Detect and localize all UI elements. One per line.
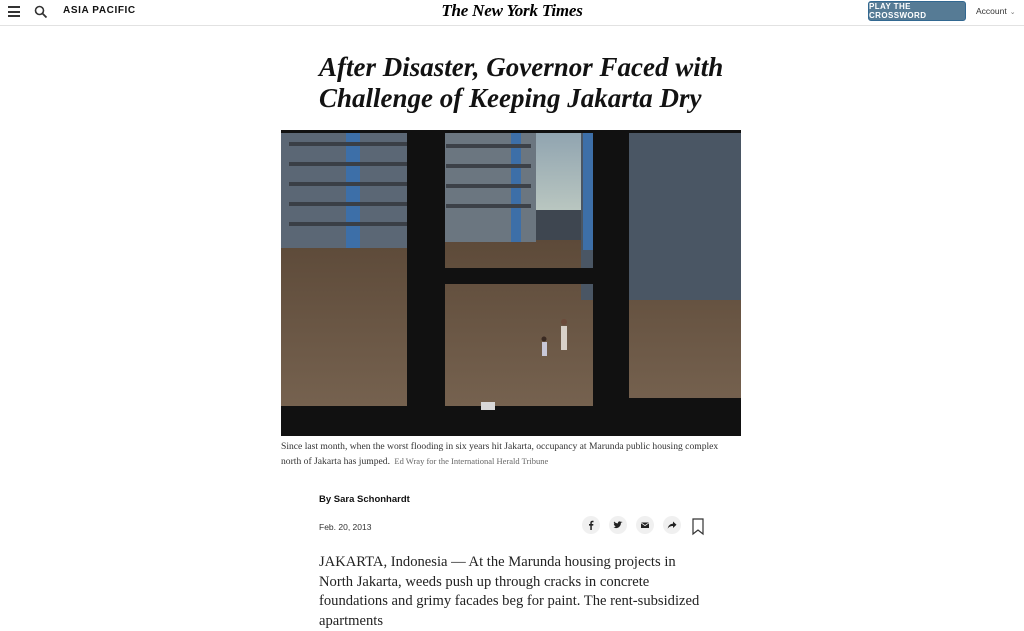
article-photo[interactable]	[281, 130, 741, 436]
twitter-share-button[interactable]	[609, 516, 627, 534]
photo-credit: Ed Wray for the International Herald Tribune	[394, 456, 549, 466]
photo-caption	[281, 440, 721, 469]
email-icon	[640, 520, 650, 530]
facebook-share-button[interactable]	[582, 516, 600, 534]
facebook-icon	[586, 520, 596, 530]
account-menu[interactable]	[976, 6, 1016, 16]
twitter-icon	[613, 520, 623, 530]
logo-text[interactable]: The New York Times	[441, 1, 583, 20]
share-icon	[667, 520, 677, 530]
bookmark-icon[interactable]	[692, 518, 704, 535]
play-crossword-button[interactable]: PLAY THE CROSSWORD	[868, 1, 966, 21]
chevron-down-icon: ⌄	[1009, 9, 1016, 16]
share-toolbar	[582, 516, 681, 538]
caption-text: Since last month, when the worst flooding in six years hit Jakarta, occupancy at Marunda public housing complex north of Jakarta has jumped.	[281, 441, 719, 467]
more-share-button[interactable]	[663, 516, 681, 534]
top-bar	[0, 0, 1024, 26]
publish-date: Feb. 20, 2013	[319, 522, 372, 532]
section-label[interactable]: ASIA PACIFIC	[63, 5, 136, 16]
email-share-button[interactable]	[636, 516, 654, 534]
account-label: Account	[976, 6, 1007, 16]
article-headline: After Disaster, Governor Faced with Challenge of Keeping Jakarta Dry	[319, 52, 724, 113]
byline: By Sara Schonhardt	[319, 494, 410, 505]
article-body: JAKARTA, Indonesia — At the Marunda housing projects in North Jakarta, weeds push up through cracks in concrete foundations and grimy facades beg for paint. The rent-subsidized apartments	[319, 554, 700, 629]
